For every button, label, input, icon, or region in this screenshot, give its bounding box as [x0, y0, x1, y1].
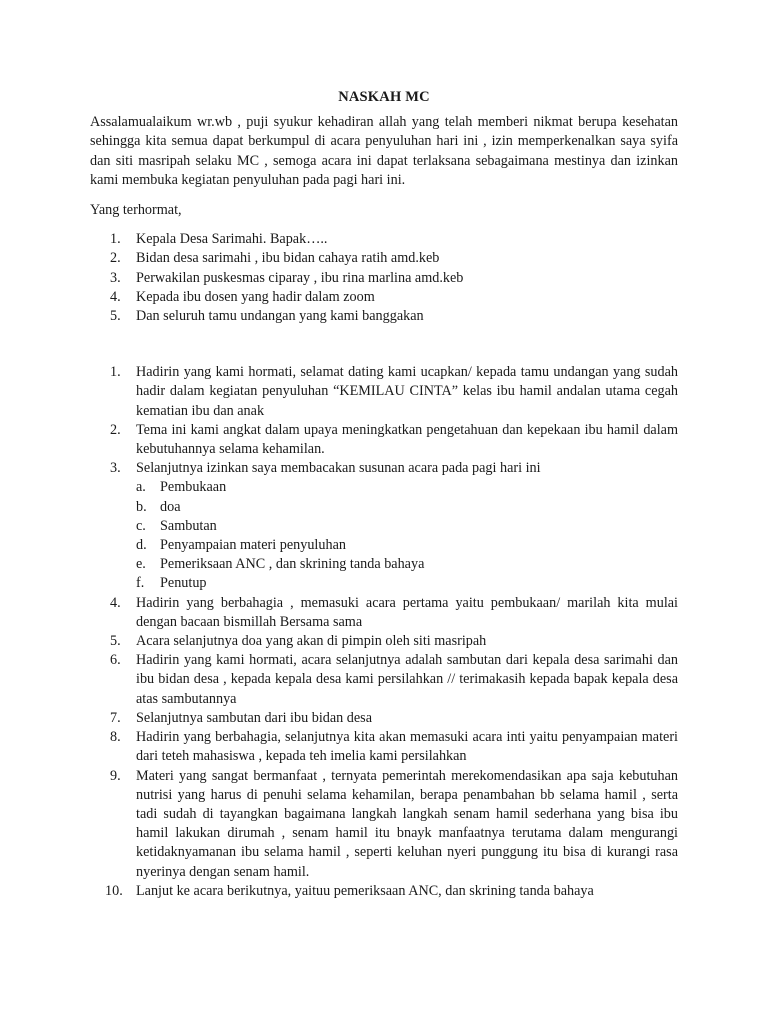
list-number: 9.: [110, 767, 121, 784]
document-title: NASKAH MC: [338, 89, 430, 105]
list-number: 3.: [110, 269, 121, 286]
document-page: [90, 88, 678, 901]
sublist-item: [136, 555, 678, 574]
sublist-letter: a.: [136, 479, 146, 496]
list-number: 5.: [110, 308, 121, 325]
list-item: [90, 421, 678, 459]
list-number: 2.: [110, 250, 121, 267]
sublist-item: [136, 536, 678, 555]
list-item-text: Selanjutnya izinkan saya membacakan susunan acara pada pagi hari ini: [136, 460, 541, 477]
list-item: [90, 709, 678, 728]
list-number: 2.: [110, 421, 121, 438]
sublist-item-text: Pemeriksaan ANC , dan skrining tanda bahaya: [160, 556, 425, 573]
greeting-line: Yang terhormat,: [90, 202, 182, 219]
list-item: [90, 459, 678, 593]
event-steps-list: [90, 363, 678, 901]
list-item: [90, 728, 678, 766]
sublist-item-text: doa: [160, 498, 181, 515]
honored-guests-list: [90, 230, 678, 326]
list-item: [90, 230, 678, 249]
list-item-text: Acara selanjutnya doa yang akan di pimpin oleh siti masripah: [136, 633, 487, 650]
list-item-text: Selanjutnya sambutan dari ibu bidan desa: [136, 709, 373, 726]
list-item-text: Perwakilan puskesmas ciparay , ibu rina marlina amd.keb: [136, 269, 464, 286]
sublist-letter: d.: [136, 537, 147, 554]
sublist-item: [136, 498, 678, 517]
list-number: 1.: [110, 231, 121, 248]
sublist-letter: b.: [136, 498, 147, 515]
list-item-text: Hadirin yang kami hormati, selamat dating kami ucapkan/ kepada tamu undangan yang sudah hadir dalam kegiatan penyuluhan “KEMILAU CINTA” kelas ibu hamil andalan utama cegah kematian ibu dan anak: [136, 364, 678, 419]
list-item: [90, 632, 678, 651]
sublist-item-text: Penyampaian materi penyuluhan: [160, 537, 346, 554]
list-item-text: Dan seluruh tamu undangan yang kami banggakan: [136, 308, 424, 325]
list-item: [90, 767, 678, 882]
sublist-letter: f.: [136, 575, 145, 592]
list-number: 10.: [105, 882, 123, 899]
sublist-item: [136, 478, 678, 497]
opening-paragraph: Assalamualaikum wr.wb , puji syukur kehadiran allah yang telah memberi nikmat berupa kesehatan sehingga kita semua dapat berkumpul di acara penyuluhan hari ini , izin memperkenalkan saya syifa dan siti masripah selaku MC , semoga acara ini dapat terlaksana sebagaimana mestinya dan izinkan kami membuka kegiatan penyuluhan pada pagi hari ini.: [90, 114, 678, 188]
list-number: 3.: [110, 460, 121, 477]
list-number: 5.: [110, 633, 121, 650]
sublist-item: [136, 517, 678, 536]
list-item-text: Hadirin yang berbahagia , memasuki acara pertama yaitu pembukaan/ marilah kita mulai dengan bacaan bismillah Bersama sama: [136, 594, 678, 630]
list-number: 4.: [110, 288, 121, 305]
list-item-text: Hadirin yang kami hormati, acara selanjutnya adalah sambutan dari kepala desa sarimahi dan ibu bidan desa , kepada kepala desa kami persilahkan // terimakasih kepada bapak kepala desa atas sambutannya: [136, 652, 678, 707]
list-item-text: Hadirin yang berbahagia, selanjutnya kita akan memasuki acara inti yaitu penyampaian materi dari teteh mahasiswa , kepada teh imelia kami persilahkan: [136, 729, 678, 765]
sublist-item-text: Penutup: [160, 575, 207, 592]
list-item-text: Kepala Desa Sarimahi. Bapak…..: [136, 231, 328, 248]
sublist-letter: e.: [136, 556, 146, 573]
list-item: [90, 594, 678, 632]
list-item: [90, 269, 678, 288]
sublist-item-text: Sambutan: [160, 517, 217, 534]
list-item-text: Materi yang sangat bermanfaat , ternyata pemerintah merekomendasikan apa saja kebutuhan nutrisi yang harus di penuhi selama kehamilan, berapa penambahan bb selama hamil , serta tadi sudah di tayangkan bagaimana langkah langkah senam hamil sederhana yang bisa ibu hamil lakukan dirumah , senam hamil itu bnayk manfaatnya terutama dalam mengurangi ketidaknyamanan ibu selama hamil , seperti keluhan nyeri punggung itu bisa di kurangi rasa nyerinya dengan senam hamil.: [136, 767, 678, 880]
list-item-text: Kepada ibu dosen yang hadir dalam zoom: [136, 288, 375, 305]
list-number: 7.: [110, 709, 121, 726]
sublist-letter: c.: [136, 517, 146, 534]
list-number: 6.: [110, 652, 121, 669]
list-item: [90, 288, 678, 307]
list-item-text: Bidan desa sarimahi , ibu bidan cahaya ratih amd.keb: [136, 250, 440, 267]
list-number: 8.: [110, 729, 121, 746]
list-item: [90, 249, 678, 268]
list-item: [90, 651, 678, 709]
list-item: [90, 307, 678, 326]
list-item-text: Tema ini kami angkat dalam upaya meningkatkan pengetahuan dan kepekaan ibu hamil dalam kebutuhannya selama kehamilan.: [136, 421, 678, 458]
list-number: 1.: [110, 364, 121, 381]
list-item-text: Lanjut ke acara berikutnya, yaituu pemeriksaan ANC, dan skrining tanda bahaya: [136, 882, 594, 899]
list-item: [90, 882, 678, 901]
list-number: 4.: [110, 594, 121, 611]
sublist-item-text: Pembukaan: [160, 479, 227, 496]
agenda-sublist: [136, 478, 678, 593]
sublist-item: [136, 574, 678, 593]
list-item: [90, 363, 678, 421]
